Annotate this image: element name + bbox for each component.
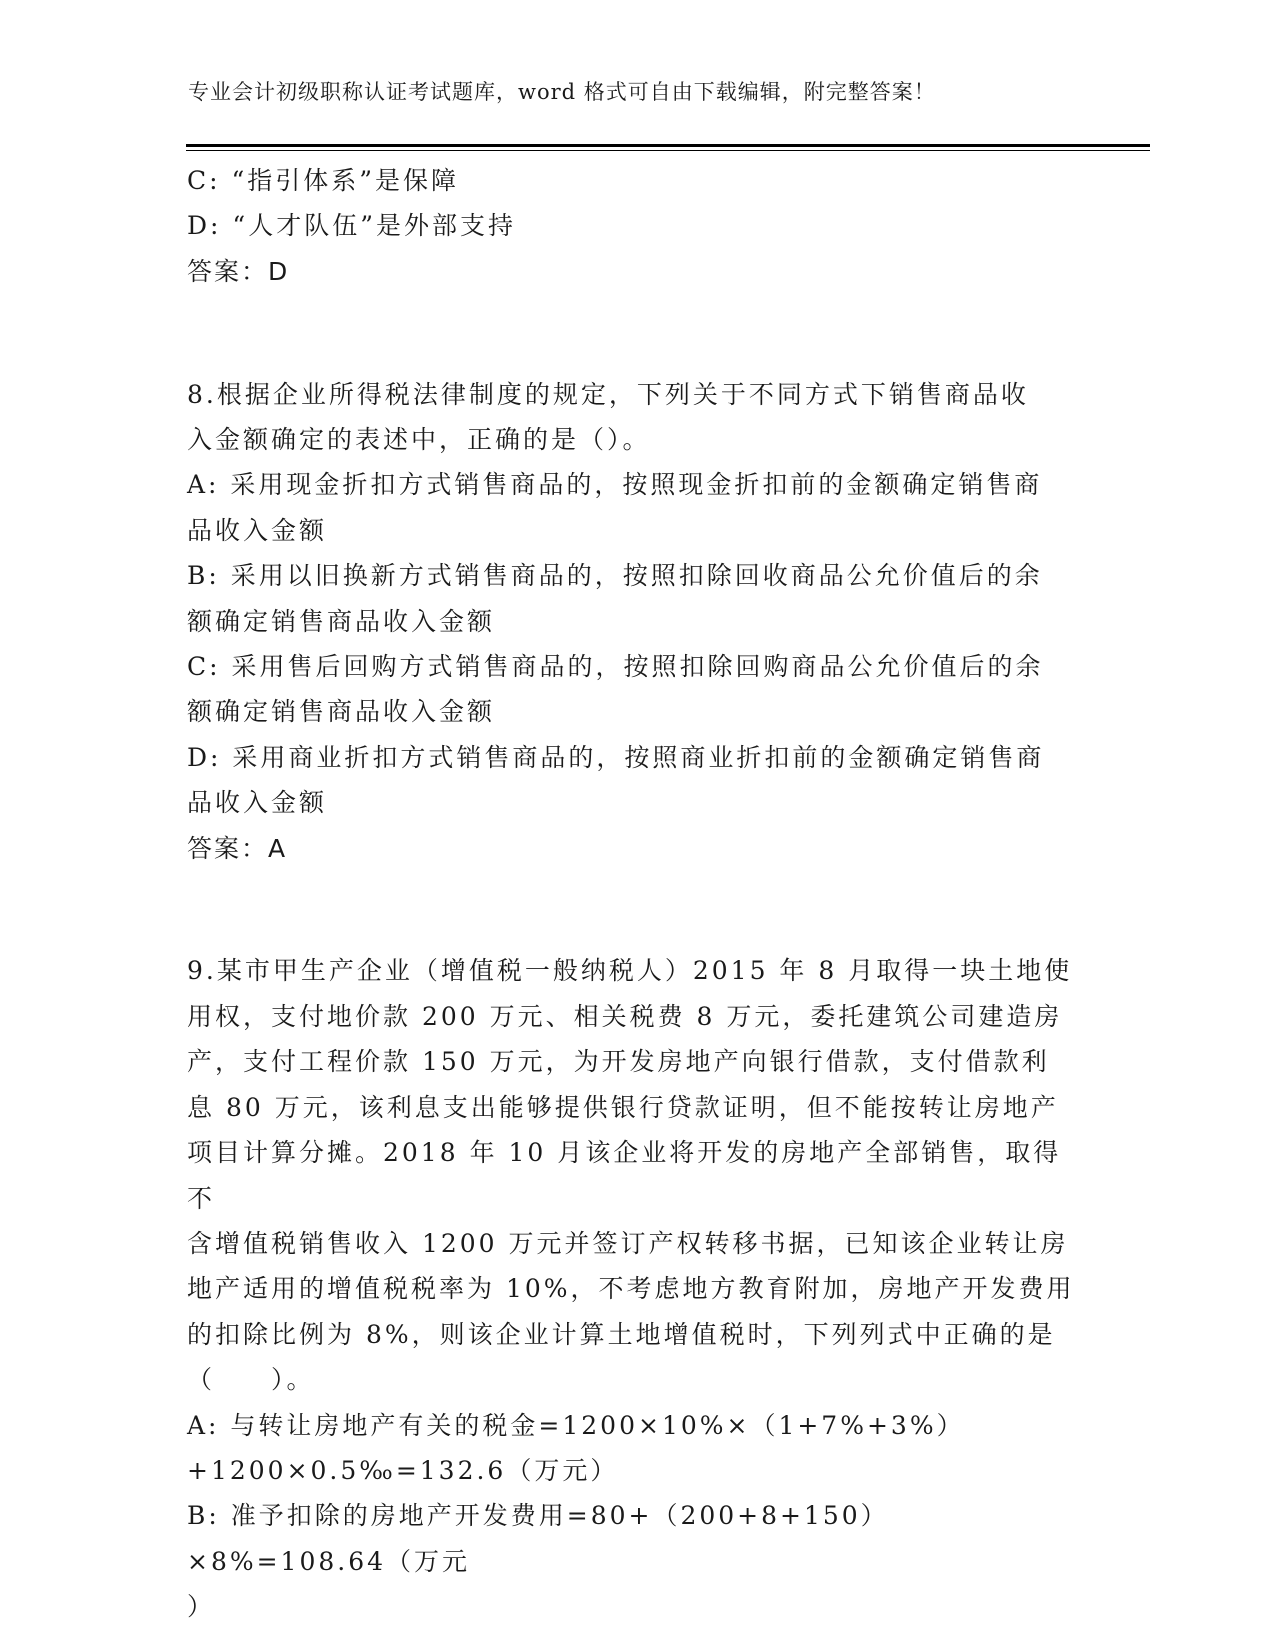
text-line: 产，支付工程价款 150 万元，为开发房地产向银行借款，支付借款利 (187, 1047, 1050, 1077)
text-line: 8.根据企业所得税法律制度的规定，下列关于不同方式下销售商品收 (187, 379, 1029, 409)
text-line: 息 80 万元，该利息支出能够提供银行贷款证明，但不能按转让房地产 (187, 1092, 1059, 1122)
text-line: C: 采用售后回购方式销售商品的，按照扣除回购商品公允价值后的余 (187, 652, 1044, 682)
text-line: A: 与转让房地产有关的税金=1200×10%×（1+7%+3%） (187, 1410, 965, 1440)
text-line: 品收入金额 (187, 515, 328, 545)
text-line: 9.某市甲生产企业（增值税一般纳税人）2015 年 8 月取得一块土地使 (187, 956, 1073, 986)
text-line: 额确定销售商品收入金额 (187, 697, 496, 727)
text-line: （ ）。 (187, 1365, 315, 1395)
text-line: +1200×0.5‰=132.6（万元） (187, 1455, 619, 1485)
text-line: 额确定销售商品收入金额 (187, 606, 496, 636)
answer-line: 答案：D (187, 256, 290, 286)
text-line: B: 采用以旧换新方式销售商品的，按照扣除回收商品公允价值后的余 (187, 561, 1043, 591)
header-rule-thin (186, 150, 1150, 151)
text-line: 用权，支付地价款 200 万元、相关税费 8 万元，委托建筑公司建造房 (187, 1001, 1063, 1031)
text-line: D: 采用商业折扣方式销售商品的，按照商业折扣前的金额确定销售商 (187, 742, 1045, 772)
text-line: D: “人才队伍”是外部支持 (187, 211, 516, 241)
text-line: 入金额确定的表述中，正确的是（）。 (187, 425, 651, 455)
text-line: 含增值税销售收入 1200 万元并签订产权转移书据，已知该企业转让房 (187, 1228, 1069, 1258)
text-line: A: 采用现金折扣方式销售商品的，按照现金折扣前的金额确定销售商 (187, 470, 1043, 500)
header-rule-thick (186, 144, 1150, 147)
paragraph-gap (187, 887, 1087, 932)
document-body (187, 158, 1087, 1630)
page-header: 专业会计初级职称认证考试题库，word 格式可自由下载编辑，附完整答案！ (188, 80, 936, 104)
answer-line: 答案：A (187, 833, 288, 863)
text-line: 品收入金额 (187, 788, 328, 818)
paragraph-gap (187, 310, 1087, 355)
text-line: 的扣除比例为 8%，则该企业计算土地增值税时，下列列式中正确的是 (187, 1319, 1056, 1349)
text-line: ） (187, 1592, 216, 1622)
text-line: 地产适用的增值税税率为 10%，不考虑地方教育附加，房地产开发费用 (187, 1274, 1075, 1304)
text-line: B: 准予扣除的房地产开发费用=80+（200+8+150）×8%=108.64（万元 (187, 1501, 889, 1576)
text-line: 项目计算分摊。2018 年 10 月该企业将开发的房地产全部销售，取得不 (187, 1138, 1062, 1213)
text-line: C: “指引体系”是保障 (187, 166, 460, 195)
